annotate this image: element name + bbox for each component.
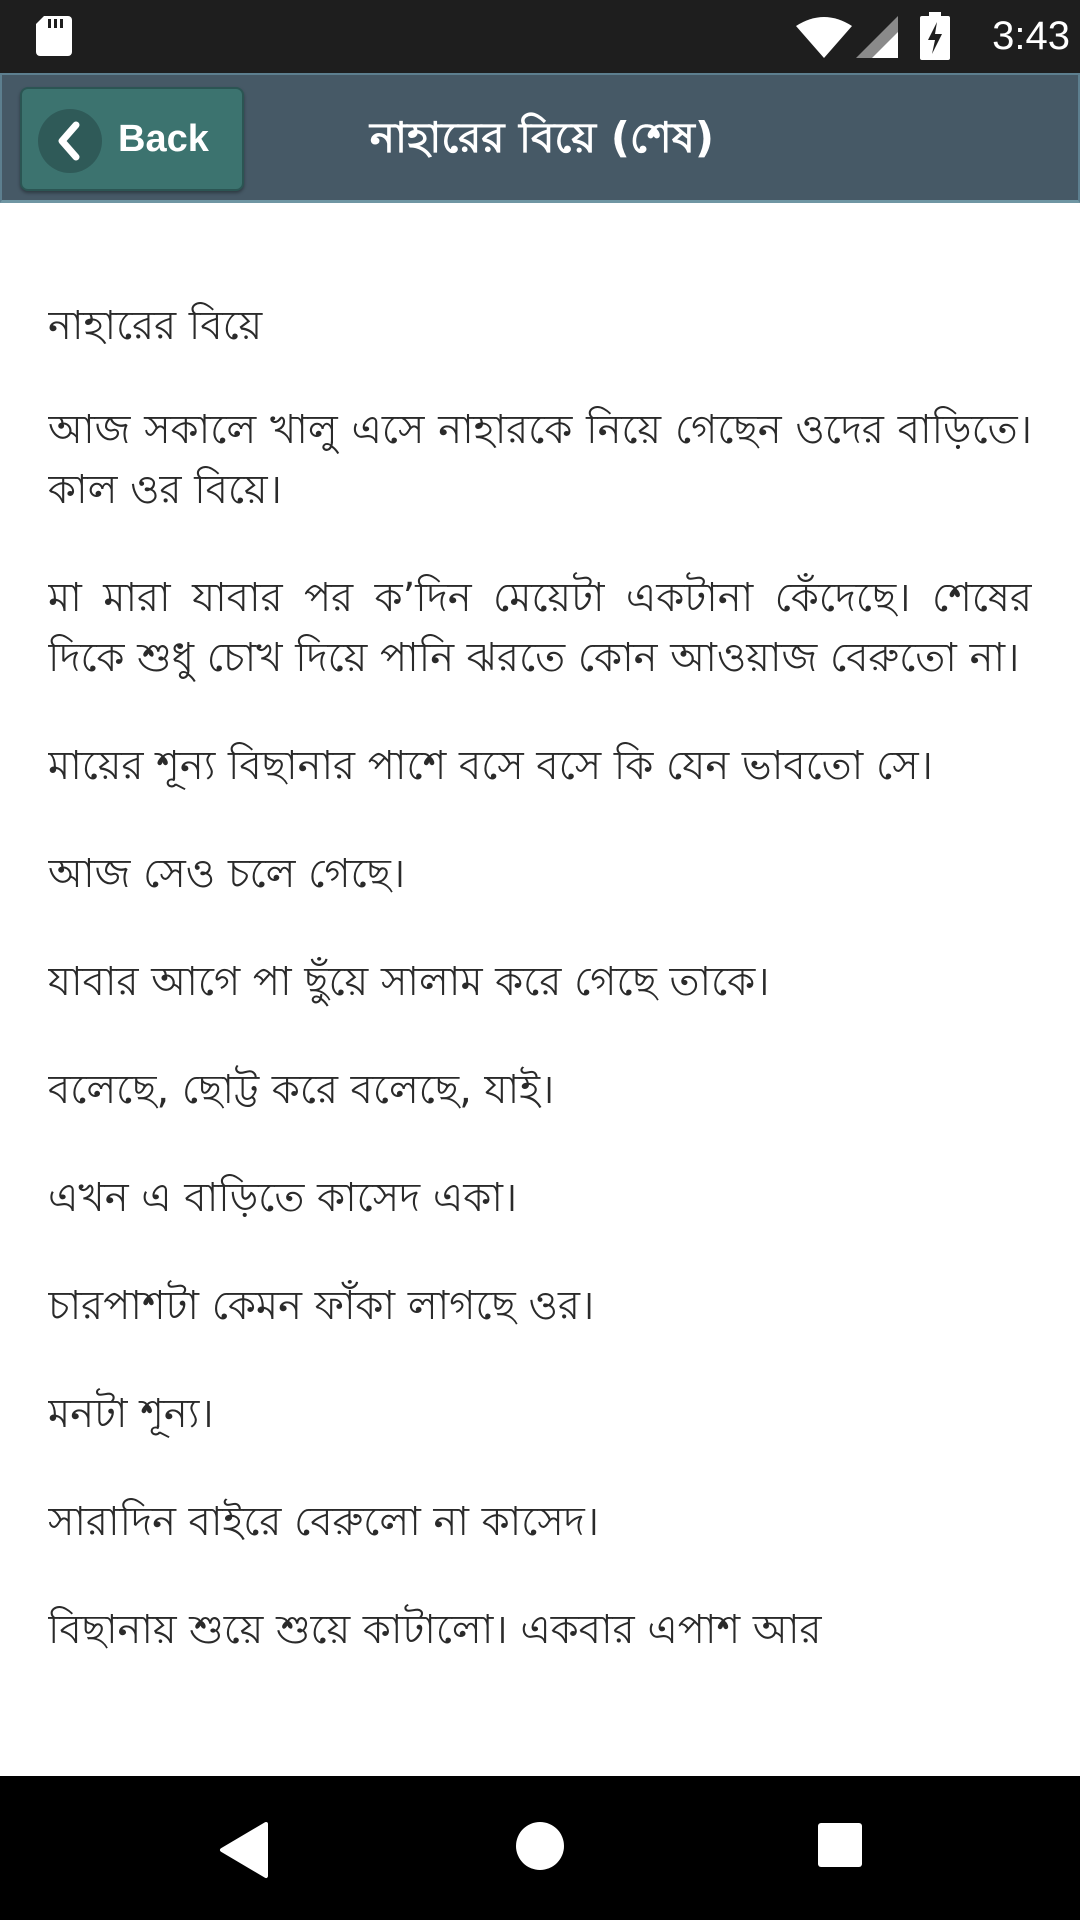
signal-icon (856, 16, 898, 58)
nav-back-icon[interactable] (214, 1820, 272, 1880)
story-paragraph: আজ সকালে খালু এসে নাহারকে নিয়ে গেছেন ওদের বাড়িতে। কাল ওর বিয়ে। (48, 407, 1032, 513)
battery-charging-icon (920, 12, 950, 60)
story-paragraph: এখন এ বাড়িতে কাসেদ একা। (48, 1175, 518, 1221)
status-bar (0, 0, 1080, 73)
navigation-bar (0, 1776, 1080, 1920)
nav-home-icon[interactable] (514, 1820, 566, 1872)
back-button-label: Back (118, 118, 209, 160)
story-paragraph: মা মারা যাবার পর ক’দিন মেয়েটা একটানা কেঁদেছে। শেষের দিকে শুধু চোখ দিয়ে পানি ঝরতে কোন আওয়াজ বেরুতো না। (48, 575, 1032, 681)
page-title: নাহারের বিয়ে (শেষ) (369, 113, 715, 162)
story-paragraph: সারাদিন বাইরে বেরুলো না কাসেদ। (48, 1499, 600, 1545)
sd-card-icon (36, 16, 72, 56)
back-circle (38, 109, 102, 173)
wifi-icon (796, 16, 852, 58)
nav-recents-icon[interactable] (817, 1822, 863, 1868)
app-bar (0, 73, 1080, 203)
story-paragraph: আজ সেও চলে গেছে। (48, 851, 406, 897)
story-content (48, 296, 1032, 1778)
story-paragraph: মনটা শূন্য। (48, 1391, 214, 1437)
back-button[interactable] (20, 87, 244, 191)
story-paragraph: বিছানায় শুয়ে শুয়ে কাটালো। একবার এপাশ আর (48, 1607, 822, 1653)
story-paragraph: নাহারের বিয়ে (48, 303, 263, 349)
story-paragraph: চারপাশটা কেমন ফাঁকা লাগছে ওর। (48, 1283, 595, 1329)
story-paragraph: মায়ের শূন্য বিছানার পাশে বসে বসে কি যেন ভাবতো সে। (48, 743, 933, 789)
chevron-left-icon (52, 121, 88, 161)
story-paragraph: বলেছে, ছোট্ট করে বলেছে, যাই। (48, 1067, 555, 1113)
story-paragraph: যাবার আগে পা ছুঁয়ে সালাম করে গেছে তাকে। (48, 959, 770, 1005)
status-clock: 3:43 (992, 14, 1070, 58)
